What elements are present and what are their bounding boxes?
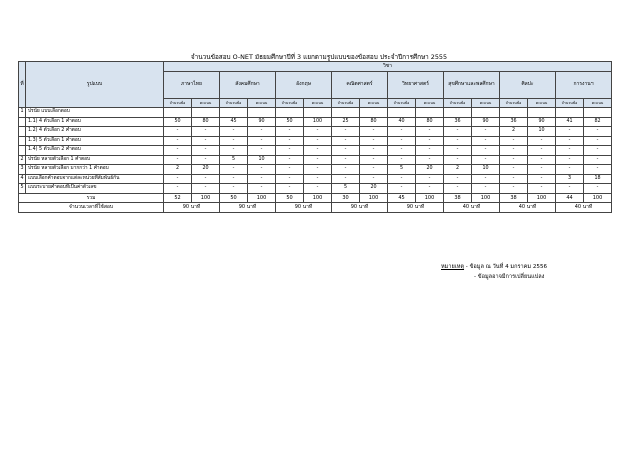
- table-cell: -: [360, 155, 388, 165]
- total-cell: 100: [584, 193, 612, 203]
- table-cell: -: [556, 165, 584, 175]
- table-cell: [556, 108, 584, 118]
- table-cell: -: [472, 184, 500, 194]
- table-cell: -: [472, 155, 500, 165]
- total-cell: 45: [388, 193, 416, 203]
- table-cell: [472, 108, 500, 118]
- table-cell: -: [304, 165, 332, 175]
- table-cell: -: [304, 127, 332, 137]
- sub-header-items: จำนวนข้อ: [276, 98, 304, 108]
- row-number: [19, 117, 26, 127]
- row-label: แบบเลือกคำตอบจากแต่ละหน่วยที่สัมพันธ์กัน: [26, 174, 164, 184]
- total-cell: 50: [220, 193, 248, 203]
- table-cell: -: [584, 165, 612, 175]
- table-cell: 10: [248, 155, 276, 165]
- table-cell: 50: [164, 117, 192, 127]
- sub-header-items: จำนวนข้อ: [556, 98, 584, 108]
- subject-header: สุขศึกษาและพลศึกษา: [444, 71, 500, 98]
- table-cell: -: [248, 136, 276, 146]
- table-cell: -: [416, 136, 444, 146]
- sub-header-items: จำนวนข้อ: [444, 98, 472, 108]
- table-cell: [332, 108, 360, 118]
- table-cell: [276, 108, 304, 118]
- table-cell: -: [388, 184, 416, 194]
- exam-format-table: [18, 61, 612, 213]
- table-cell: -: [276, 155, 304, 165]
- page-title: จำนวนข้อสอบ O-NET มัธยมศึกษาปีที่ 3 แยกตามรูปแบบของข้อสอบ ประจำปีการศึกษา 2555: [190, 53, 448, 61]
- table-cell: 2: [500, 127, 528, 137]
- subject-header: สังคมศึกษา: [220, 71, 276, 98]
- total-label: รวม: [19, 193, 164, 203]
- total-cell: 38: [444, 193, 472, 203]
- table-cell: -: [584, 146, 612, 156]
- sub-header-score: คะแนน: [528, 98, 556, 108]
- table-cell: -: [164, 127, 192, 137]
- table-cell: -: [192, 155, 220, 165]
- sub-header-score: คะแนน: [416, 98, 444, 108]
- row-number: [19, 146, 26, 156]
- table-cell: -: [276, 165, 304, 175]
- table-cell: 20: [416, 165, 444, 175]
- table-cell: -: [444, 174, 472, 184]
- table-cell: -: [164, 174, 192, 184]
- table-cell: -: [388, 127, 416, 137]
- subject-header: อังกฤษ: [276, 71, 332, 98]
- row-number: 4: [19, 174, 26, 184]
- row-number: 1: [19, 108, 26, 118]
- notes-line-2: - ข้อมูลอาจมีการเปลี่ยนแปลง: [474, 274, 545, 280]
- header-format: รูปแบบ: [26, 62, 164, 108]
- table-cell: [220, 108, 248, 118]
- sub-header-items: จำนวนข้อ: [164, 98, 192, 108]
- table-cell: -: [304, 146, 332, 156]
- total-cell: 100: [416, 193, 444, 203]
- table-cell: -: [528, 146, 556, 156]
- time-row: [19, 203, 612, 213]
- table-cell: 100: [304, 117, 332, 127]
- table-cell: [388, 108, 416, 118]
- table-cell: -: [556, 155, 584, 165]
- sub-header-items: จำนวนข้อ: [332, 98, 360, 108]
- table-row: [19, 155, 612, 165]
- time-cell: 90 นาที: [388, 203, 444, 213]
- total-cell: 52: [164, 193, 192, 203]
- table-cell: 2: [444, 165, 472, 175]
- table-cell: -: [192, 184, 220, 194]
- table-cell: -: [500, 146, 528, 156]
- table-cell: 18: [584, 174, 612, 184]
- table-cell: [248, 108, 276, 118]
- sub-header-score: คะแนน: [304, 98, 332, 108]
- table-cell: [164, 108, 192, 118]
- total-cell: 100: [360, 193, 388, 203]
- time-cell: 90 นาที: [164, 203, 220, 213]
- row-label: 1.4) 5 ตัวเลือก 2 คำตอบ: [26, 146, 164, 156]
- table-cell: [500, 108, 528, 118]
- table-cell: -: [304, 136, 332, 146]
- table-cell: -: [472, 127, 500, 137]
- table-cell: 5: [220, 155, 248, 165]
- table-cell: -: [248, 127, 276, 137]
- time-cell: 40 นาที: [556, 203, 612, 213]
- row-number: 3: [19, 165, 26, 175]
- time-cell: 40 นาที: [444, 203, 500, 213]
- table-cell: 2: [164, 165, 192, 175]
- table-cell: -: [472, 174, 500, 184]
- table-cell: -: [388, 174, 416, 184]
- table-cell: -: [528, 165, 556, 175]
- table-cell: -: [248, 174, 276, 184]
- table-cell: -: [220, 127, 248, 137]
- sub-header-items: จำนวนข้อ: [220, 98, 248, 108]
- row-number: [19, 136, 26, 146]
- table-cell: -: [416, 155, 444, 165]
- table-cell: -: [192, 146, 220, 156]
- table-cell: -: [332, 165, 360, 175]
- table-row: [19, 127, 612, 137]
- table-cell: 80: [360, 117, 388, 127]
- row-number: [19, 127, 26, 137]
- table-cell: [528, 108, 556, 118]
- total-cell: 44: [556, 193, 584, 203]
- table-cell: -: [584, 136, 612, 146]
- row-label: ปรนัย แบบเลือกตอบ: [26, 108, 164, 118]
- time-cell: 90 นาที: [220, 203, 276, 213]
- total-cell: 38: [500, 193, 528, 203]
- table-cell: -: [528, 184, 556, 194]
- table-row: [19, 184, 612, 194]
- table-row: [19, 117, 612, 127]
- table-cell: -: [220, 184, 248, 194]
- table-cell: -: [220, 146, 248, 156]
- table-cell: -: [500, 136, 528, 146]
- table-cell: -: [220, 174, 248, 184]
- table-cell: 5: [332, 184, 360, 194]
- sub-header-score: คะแนน: [248, 98, 276, 108]
- table-cell: 20: [192, 165, 220, 175]
- sub-header-items: จำนวนข้อ: [500, 98, 528, 108]
- table-cell: -: [500, 174, 528, 184]
- table-cell: [192, 108, 220, 118]
- total-cell: 30: [332, 193, 360, 203]
- table-cell: -: [276, 184, 304, 194]
- table-cell: -: [332, 146, 360, 156]
- table-cell: 36: [444, 117, 472, 127]
- table-cell: -: [528, 136, 556, 146]
- table-cell: -: [556, 184, 584, 194]
- subject-header: ภาษาไทย: [164, 71, 220, 98]
- table-cell: -: [584, 184, 612, 194]
- row-label: 1.1) 4 ตัวเลือก 1 คำตอบ: [26, 117, 164, 127]
- table-cell: -: [444, 136, 472, 146]
- table-cell: -: [416, 174, 444, 184]
- total-cell: 100: [304, 193, 332, 203]
- table-cell: 10: [472, 165, 500, 175]
- time-label: จำนวนเวลาที่ใช้สอบ: [19, 203, 164, 213]
- table-cell: -: [248, 146, 276, 156]
- table-cell: 50: [276, 117, 304, 127]
- table-cell: 3: [556, 174, 584, 184]
- table-cell: -: [164, 146, 192, 156]
- table-cell: -: [584, 155, 612, 165]
- table-cell: -: [164, 136, 192, 146]
- table-cell: 82: [584, 117, 612, 127]
- table-cell: -: [388, 136, 416, 146]
- header-no: ที่: [19, 62, 26, 108]
- table-cell: -: [276, 136, 304, 146]
- table-cell: -: [220, 165, 248, 175]
- table-cell: -: [360, 136, 388, 146]
- table-cell: -: [528, 155, 556, 165]
- table-cell: -: [444, 184, 472, 194]
- row-label: 1.3) 5 ตัวเลือก 1 คำตอบ: [26, 136, 164, 146]
- table-cell: -: [360, 174, 388, 184]
- table-cell: -: [276, 146, 304, 156]
- sub-header-score: คะแนน: [472, 98, 500, 108]
- table-cell: -: [332, 127, 360, 137]
- table-cell: -: [416, 146, 444, 156]
- subject-header: คณิตศาสตร์: [332, 71, 388, 98]
- notes-label: หมายเหตุ: [441, 264, 465, 270]
- table-cell: [416, 108, 444, 118]
- table-cell: 80: [416, 117, 444, 127]
- table-row: [19, 146, 612, 156]
- table-cell: -: [556, 127, 584, 137]
- table-cell: 36: [500, 117, 528, 127]
- table-cell: -: [304, 155, 332, 165]
- table-cell: 41: [556, 117, 584, 127]
- subject-header: ศิลปะ: [500, 71, 556, 98]
- table-cell: -: [528, 174, 556, 184]
- row-label: ปรนัย หลายตัวเลือก มากกว่า 1 คำตอบ: [26, 165, 164, 175]
- table-cell: -: [500, 165, 528, 175]
- table-cell: -: [416, 127, 444, 137]
- notes-line-1: - ข้อมูล ณ วันที่ 4 มกราคม 2556: [464, 264, 548, 270]
- table-cell: -: [416, 184, 444, 194]
- table-cell: [584, 108, 612, 118]
- total-cell: 100: [528, 193, 556, 203]
- table-cell: -: [444, 155, 472, 165]
- table-cell: 25: [332, 117, 360, 127]
- table-cell: -: [192, 174, 220, 184]
- table-cell: -: [304, 184, 332, 194]
- table-cell: -: [164, 184, 192, 194]
- time-cell: 90 นาที: [276, 203, 332, 213]
- row-label: ปรนัย หลายตัวเลือก 1 คำตอบ: [26, 155, 164, 165]
- table-cell: -: [332, 155, 360, 165]
- table-cell: -: [472, 146, 500, 156]
- sub-header-items: จำนวนข้อ: [388, 98, 416, 108]
- table-cell: -: [472, 136, 500, 146]
- row-number: 2: [19, 155, 26, 165]
- table-cell: 90: [472, 117, 500, 127]
- notes: [441, 262, 547, 282]
- table-cell: -: [332, 136, 360, 146]
- table-cell: -: [276, 174, 304, 184]
- total-row: [19, 193, 612, 203]
- table-cell: -: [248, 165, 276, 175]
- table-cell: -: [332, 174, 360, 184]
- table-cell: 90: [248, 117, 276, 127]
- table-cell: 20: [360, 184, 388, 194]
- time-cell: 90 นาที: [332, 203, 388, 213]
- table-cell: 40: [388, 117, 416, 127]
- table-cell: 10: [528, 127, 556, 137]
- subject-header: วิทยาศาสตร์: [388, 71, 444, 98]
- table-cell: -: [444, 146, 472, 156]
- table-cell: -: [360, 127, 388, 137]
- table-cell: -: [304, 174, 332, 184]
- sub-header-score: คะแนน: [360, 98, 388, 108]
- table-row: [19, 136, 612, 146]
- time-cell: 40 นาที: [500, 203, 556, 213]
- table-cell: -: [500, 155, 528, 165]
- table-cell: -: [192, 136, 220, 146]
- sub-header-score: คะแนน: [192, 98, 220, 108]
- table-cell: -: [164, 155, 192, 165]
- table-cell: -: [388, 155, 416, 165]
- table-cell: -: [388, 146, 416, 156]
- table-cell: [444, 108, 472, 118]
- row-label: 1.2) 4 ตัวเลือก 2 คำตอบ: [26, 127, 164, 137]
- total-cell: 100: [248, 193, 276, 203]
- table-cell: -: [276, 127, 304, 137]
- table-cell: -: [556, 136, 584, 146]
- table-cell: -: [584, 127, 612, 137]
- row-number: 5: [19, 184, 26, 194]
- table-cell: -: [248, 184, 276, 194]
- table-cell: -: [556, 146, 584, 156]
- table-row: [19, 165, 612, 175]
- total-cell: 100: [192, 193, 220, 203]
- subject-header: การงานฯ: [556, 71, 612, 98]
- table-cell: 45: [220, 117, 248, 127]
- table-row: [19, 108, 612, 118]
- table-cell: [360, 108, 388, 118]
- total-cell: 50: [276, 193, 304, 203]
- table-row: [19, 174, 612, 184]
- total-cell: 100: [472, 193, 500, 203]
- table-cell: 5: [388, 165, 416, 175]
- header-subject-group: วิชา: [164, 62, 612, 72]
- table-cell: 80: [192, 117, 220, 127]
- sub-header-score: คะแนน: [584, 98, 612, 108]
- table-cell: -: [500, 184, 528, 194]
- table-cell: -: [360, 165, 388, 175]
- table-cell: -: [192, 127, 220, 137]
- table-cell: 90: [528, 117, 556, 127]
- table-cell: [304, 108, 332, 118]
- table-cell: -: [444, 127, 472, 137]
- table-cell: -: [220, 136, 248, 146]
- table-cell: -: [360, 146, 388, 156]
- row-label: แบบระบายคำตอบที่เป็นค่าตัวเลข: [26, 184, 164, 194]
